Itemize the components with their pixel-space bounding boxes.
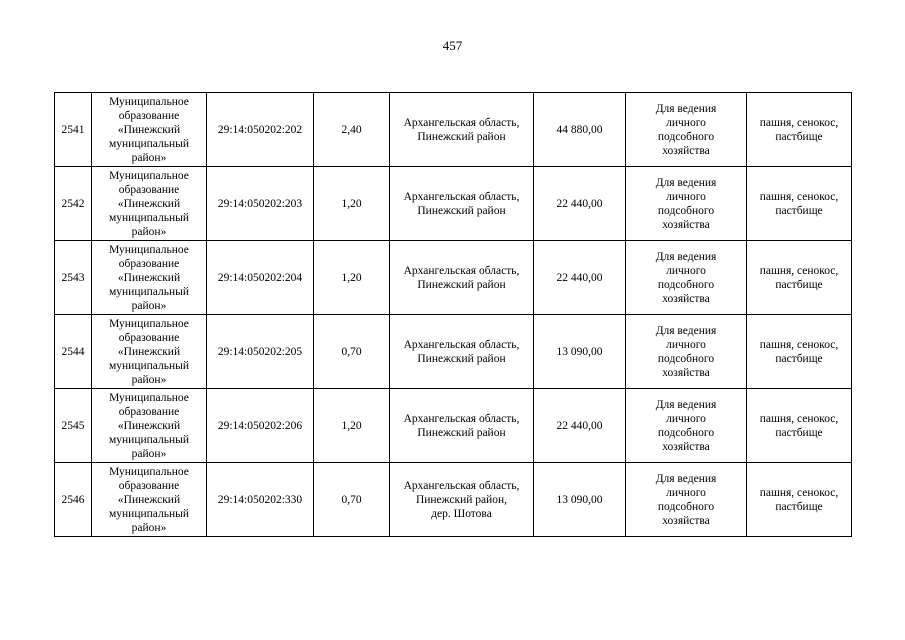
use-line: Для ведения [655, 472, 717, 485]
table-row [55, 463, 852, 537]
owner-line: «Пинежский [117, 419, 181, 432]
cadastral-value-cell: 13 090,00 [534, 315, 626, 389]
address-line: Пинежский район, [415, 493, 508, 506]
address-cell [390, 315, 534, 389]
address-cell [390, 241, 534, 315]
owner-line: район» [131, 299, 167, 312]
category-line: пашня, сенокос, [759, 190, 839, 203]
owner-line: Муниципальное [109, 465, 189, 478]
address-cell [390, 93, 534, 167]
area-cell: 1,20 [314, 241, 390, 315]
area-cell: 2,40 [314, 93, 390, 167]
cadastral-number-cell: 29:14:050202:204 [207, 241, 314, 315]
land-category-cell [747, 463, 852, 537]
area-cell: 1,20 [314, 389, 390, 463]
category-line: пастбище [775, 352, 823, 365]
address-line: дер. Шотова [431, 507, 492, 520]
permitted-use-cell [626, 315, 747, 389]
owner-line: образование [118, 257, 180, 270]
cadastral-number-cell: 29:14:050202:330 [207, 463, 314, 537]
category-line: пашня, сенокос, [759, 486, 839, 499]
owner-line: Муниципальное [109, 169, 189, 182]
owner-line: «Пинежский [117, 493, 181, 506]
address-cell [390, 463, 534, 537]
table-row [55, 167, 852, 241]
owner-line: образование [118, 405, 180, 418]
category-line: пастбище [775, 130, 823, 143]
address-line: Пинежский район [417, 130, 506, 143]
owner-line: Муниципальное [109, 391, 189, 404]
table-row [55, 241, 852, 315]
address-line: Пинежский район [417, 278, 506, 291]
cadastral-value-cell: 22 440,00 [534, 241, 626, 315]
owner-line: «Пинежский [117, 123, 181, 136]
owner-line: район» [131, 521, 167, 534]
land-category-cell [747, 93, 852, 167]
cadastral-number-cell: 29:14:050202:205 [207, 315, 314, 389]
address-line: Архангельская область, [403, 479, 520, 492]
area-cell: 0,70 [314, 463, 390, 537]
category-line: пастбище [775, 500, 823, 513]
owner-line: муниципальный [108, 433, 190, 446]
row-number-cell: 2542 [55, 167, 92, 241]
use-line: подсобного [657, 500, 715, 513]
use-line: личного [666, 116, 706, 129]
owner-line: «Пинежский [117, 197, 181, 210]
use-line: хозяйства [662, 218, 710, 231]
table-row [55, 93, 852, 167]
use-line: подсобного [657, 352, 715, 365]
row-number-cell: 2546 [55, 463, 92, 537]
use-line: хозяйства [662, 440, 710, 453]
owner-line: Муниципальное [109, 243, 189, 256]
category-line: пашня, сенокос, [759, 338, 839, 351]
cadastral-number-cell: 29:14:050202:206 [207, 389, 314, 463]
use-line: Для ведения [655, 324, 717, 337]
owner-line: образование [118, 109, 180, 122]
address-line: Пинежский район [417, 204, 506, 217]
owner-line: «Пинежский [117, 271, 181, 284]
cadastral-value-cell: 22 440,00 [534, 167, 626, 241]
owner-line: «Пинежский [117, 345, 181, 358]
owner-cell [92, 389, 207, 463]
use-line: Для ведения [655, 250, 717, 263]
owner-cell [92, 463, 207, 537]
table-row [55, 389, 852, 463]
use-line: подсобного [657, 130, 715, 143]
cadastral-value-cell: 44 880,00 [534, 93, 626, 167]
owner-line: образование [118, 183, 180, 196]
use-line: личного [666, 486, 706, 499]
table-row [55, 315, 852, 389]
owner-line: район» [131, 447, 167, 460]
owner-cell [92, 167, 207, 241]
use-line: хозяйства [662, 514, 710, 527]
owner-cell [92, 93, 207, 167]
land-category-cell [747, 315, 852, 389]
row-number-cell: 2543 [55, 241, 92, 315]
owner-line: район» [131, 373, 167, 386]
address-line: Архангельская область, [403, 116, 520, 129]
area-cell: 1,20 [314, 167, 390, 241]
address-line: Архангельская область, [403, 412, 520, 425]
category-line: пастбище [775, 204, 823, 217]
category-line: пастбище [775, 278, 823, 291]
use-line: хозяйства [662, 144, 710, 157]
land-category-cell [747, 241, 852, 315]
use-line: личного [666, 190, 706, 203]
owner-cell [92, 315, 207, 389]
owner-line: район» [131, 151, 167, 164]
address-line: Архангельская область, [403, 264, 520, 277]
owner-line: муниципальный [108, 285, 190, 298]
row-number-cell: 2544 [55, 315, 92, 389]
permitted-use-cell [626, 167, 747, 241]
cadastral-value-cell: 22 440,00 [534, 389, 626, 463]
address-line: Архангельская область, [403, 338, 520, 351]
use-line: Для ведения [655, 398, 717, 411]
address-cell [390, 167, 534, 241]
owner-cell [92, 241, 207, 315]
address-line: Архангельская область, [403, 190, 520, 203]
use-line: подсобного [657, 278, 715, 291]
use-line: подсобного [657, 426, 715, 439]
row-number-cell: 2541 [55, 93, 92, 167]
address-line: Пинежский район [417, 352, 506, 365]
category-line: пашня, сенокос, [759, 116, 839, 129]
use-line: Для ведения [655, 102, 717, 115]
table-body [55, 93, 852, 537]
row-number-cell: 2545 [55, 389, 92, 463]
owner-line: муниципальный [108, 211, 190, 224]
area-cell: 0,70 [314, 315, 390, 389]
page-number: 457 [442, 38, 463, 53]
use-line: хозяйства [662, 366, 710, 379]
owner-line: образование [118, 331, 180, 344]
permitted-use-cell [626, 93, 747, 167]
category-line: пастбище [775, 426, 823, 439]
owner-line: муниципальный [108, 507, 190, 520]
address-line: Пинежский район [417, 426, 506, 439]
permitted-use-cell [626, 389, 747, 463]
permitted-use-cell [626, 241, 747, 315]
use-line: подсобного [657, 204, 715, 217]
address-cell [390, 389, 534, 463]
use-line: личного [666, 338, 706, 351]
owner-line: муниципальный [108, 137, 190, 150]
use-line: личного [666, 264, 706, 277]
cadastral-value-cell: 13 090,00 [534, 463, 626, 537]
land-plot-table [54, 92, 852, 537]
use-line: личного [666, 412, 706, 425]
land-category-cell [747, 167, 852, 241]
use-line: хозяйства [662, 292, 710, 305]
owner-line: Муниципальное [109, 317, 189, 330]
category-line: пашня, сенокос, [759, 264, 839, 277]
owner-line: район» [131, 225, 167, 238]
use-line: Для ведения [655, 176, 717, 189]
land-category-cell [747, 389, 852, 463]
cadastral-number-cell: 29:14:050202:202 [207, 93, 314, 167]
cadastral-number-cell: 29:14:050202:203 [207, 167, 314, 241]
owner-line: муниципальный [108, 359, 190, 372]
owner-line: Муниципальное [109, 95, 189, 108]
permitted-use-cell [626, 463, 747, 537]
category-line: пашня, сенокос, [759, 412, 839, 425]
owner-line: образование [118, 479, 180, 492]
